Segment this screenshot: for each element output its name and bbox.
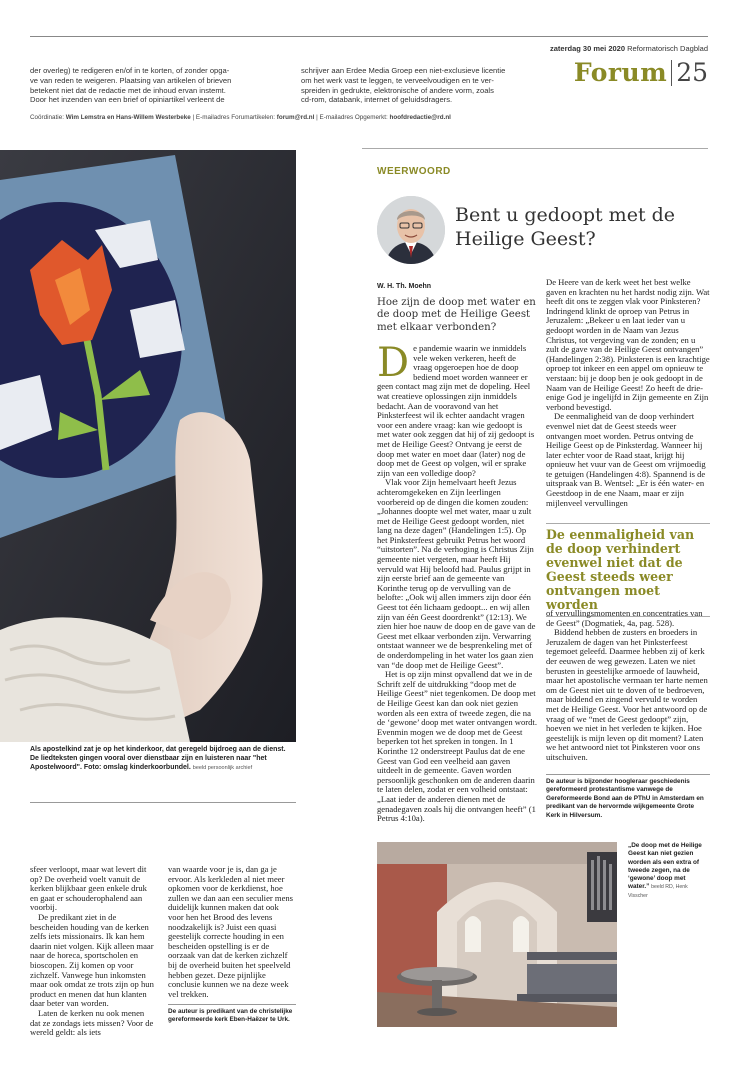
- disclaimer-line: cd-rom, databank, internet of geluidsdragers.: [301, 95, 453, 105]
- email2-label: | E-mailadres Opgemerkt:: [316, 114, 388, 121]
- paragraph: De Heere van de kerk weet het best welke gaven en krachten nu het hardst nodig zijn. Wat heeft dit ons te zeggen vlak voor Pinksteren? Indringend klinkt de oproep van Petrus in Jeruzalem: „Bekeer u en laat ieder van u gedoopt worden in de Naam van Jezus Christus, tot vergeving van de zonden; en u zult de gave van de Heilige Geest ontvangen” (Handelingen 2:38). Pinksteren is een krachtige oproep tot inkeer en een appel om opnieuw te verstaan: bij je doop ben je ook gedoopt in de Naam van de Heilige Geest! Zo heeft de drie-enige God je ingelijfd in Zijn gemeente en Zijn verbond bevestigd.: [546, 277, 710, 412]
- photo1-caption: [30, 745, 295, 774]
- weerwoord-col2: [546, 278, 710, 508]
- weerwoord-signature: De auteur is bijzonder hoogleraar geschiedenis gereformeerd protestantisme vanwege de Gereformeerde Bond aan de PThU in Amsterdam en predikant van de hervormde wijkgemeente Grote Kerk in Hilversum.: [546, 774, 710, 820]
- paragraph: De eenmaligheid van de doop verhindert evenwel niet dat de Geest steeds weer ontvangen moet worden. Petrus ontving de Heilige Geest op de Pinksterdag. Wanneer hij later echter voor de Raad staat, krijgt hij opnieuw het vuur van de Geest om vrijmoedig te getuigen (Handelingen 4:8). Spannend is de uitspraak van B. Wentsel: „Er is één water- en Geestdoop in de ene Naam, maar er zijn mijlenveel vervullingen: [546, 411, 706, 508]
- weerwoord-label: WEERWOORD: [377, 166, 451, 177]
- opgemerkt-email-link[interactable]: hoofdredactie@rd.nl: [389, 114, 451, 121]
- forum-email-link[interactable]: forum@rd.nl: [276, 114, 315, 121]
- paragraph: Laten de kerken nu ook menen dat ze zondags iets missen? Voor de wereld geldt: als iets: [30, 1007, 154, 1038]
- coordination-names: Wim Lemstra en Hans-Willem Westerbeke: [65, 114, 191, 121]
- photo1-credit: beeld persoonlijk archief: [192, 765, 253, 772]
- article-author: W. H. Th. Moehn: [377, 283, 432, 290]
- section-name: Forum: [573, 58, 668, 87]
- disclaimer-col2: [301, 66, 541, 105]
- paragraph: van waarde voor je is, dan ga je ervoor. Als kerkleden al niet meer opkomen voor de kerkdienst, hoe zullen we dan aan een seculier mens duidelijk kunnen maken dat ook voor hen het Brood des levens noodzakelijk is? Juist een quasi geestelijk correcte houding in een bescheiden opstelling is er de oorzaak van dat de kerken zichzelf bij de overheid buiten het speelveld hebben gezet. Deze pijnlijke conclusie kunnen we na deze week vel trekken.: [168, 864, 294, 999]
- disclaimer-line: schrijver aan Erdee Media Groep een niet-exclusieve licentie: [301, 66, 506, 75]
- left-article-col2: [168, 865, 296, 999]
- embroidery-photo: [0, 150, 296, 742]
- disclaimer-line: Door het inzenden van een brief of opiniartikel verleent de: [30, 95, 225, 105]
- paragraph: Vlak voor Zijn hemelvaart heeft Jezus achteromgekeken en Zijn leerlingen voorbereid op de dingen die komen zouden: „Johannes doopte wel met water, maar u zult met de Heilige Geest gedoopt worden, niet lang na deze dagen” (Handelingen 1:5). Op het Pinksterfeest gebruikt Petrus het woord “uitstorten”. Na de verhoging is Christus Zijn gemeente niet vergeten, maar heeft Hij vervuld wat Hij beloofd had. Paulus grijpt in zijn eerste brief aan de gemeente van Korinthe terug op de vervulling van de belofte: „Ook wij allen immers zijn door één Geest tot één lichaam gedoopt... en wij allen zijn van één Geest doordrenkt” (12:13). We zien hier hoe nauw de doop en de gave van de Geest met elkaar verbonden zijn. Verwarring ontstaat wanneer we de besprenkeling met of de onderdompeling in het water los gaan zien van “de doop met de Heilige Geest”.: [377, 477, 536, 670]
- coordination-line: [30, 114, 650, 121]
- paragraph: Het is op zijn minst opvallend dat we in de Schrift zelf de uitdrukking “doop met de Heilige Geest” niet tegenkomen. De doop met de Heilige Geest kan dan ook niet gezien worden als een extra of tweede zegen, die na de ‘gewone’ doop met water ontvangen wordt. Evenmin mogen we de doop met de Geest beperken tot het spreken in tongen. In 1 Korinthe 12 onderstreept Paulus dat de ene Geest van God een veelheid aan gaven uitdeelt in de gemeente. Gaven worden persoonlijk geschonken om de anderen daarin te laten delen, zodat er een volheid ontstaat: „Laat ieder de anderen dienen met de genadegaven zoals hij die ontvangen heeft” (1 Petrus 4:10a).: [377, 669, 537, 824]
- weerwoord-col2-continued: [546, 609, 710, 763]
- dateline: [540, 44, 708, 53]
- drop-cap: D: [377, 340, 410, 386]
- coordination-label: Coördinatie:: [30, 114, 64, 121]
- left-article-col1: [30, 865, 156, 1038]
- paragraph: sfeer verloopt, maar wat levert dit op? De overheid voelt vanuit de kerken blijkbaar geen enkele druk en gaat er schouderophalend aan voorbij.: [30, 864, 147, 913]
- disclaimer-line: betekent niet dat de redactie met de inhoud ervan instemt.: [30, 85, 226, 95]
- portrait-illustration: [377, 196, 445, 264]
- disclaimer-line: spreiden in gedrukte, elektronische of andere vorm, zoals: [301, 85, 494, 95]
- paragraph: De predikant ziet in de bescheiden houding van de kerken zelfs iets missionairs. Ik kan hem daarin niet volgen. Kijk alleen maar naar de horeca, sportscholen en bioscopen. Zij komen op voor zichzelf. Vanwege hun inkomsten maar ook omdat ze trots zijn op hun product en menen dat hun klanten daar beter van worden.: [30, 911, 154, 1009]
- issue-date: zaterdag 30 mei 2020: [549, 44, 626, 53]
- article-headline: Bent u gedoopt met de Heilige Geest?: [455, 204, 676, 250]
- photo2-credit: beeld RD, Henk Visscher: [628, 884, 688, 899]
- paper-name: Reformatorisch Dagblad: [627, 44, 708, 53]
- paragraph-text: e pandemie waarin we inmiddels vele weken verkeren, heeft de vraag opgeroepen hoe de doop bediend moet worden wanneer er geen contact mag zijn met de dopeling. Heel wat creatieve oplossingen zijn inmiddels bedacht. Aan de vooravond van het Pinksterfeest wil ik echter aandacht vragen voor een andere vraag: kan wie gedoopt is met water ook zeggen dat hij of zij gedoopt is met de Heilige Geest? Ontvang je eerst de doop met water en moet daar (later) nog de doop met de Geest op volgen, wil er sprake zijn van een volledige doop?: [377, 343, 535, 478]
- section-header: [568, 58, 708, 87]
- paragraph: Biddend hebben de zusters en broeders in Jeruzalem de dagen van het Pinksterfeest tegemoet geleefd. Daarmee hebben zij of kerk der eeuwen de weg gewezen. Laten we niet berusten in geestelijke armoede of lauwheid, maar het apostolische vermaan ter harte nemen om de Geest niet uit te doven of te bedroeven, maar biddend en zingend vervuld te worden met de Heilige Geest. Voor het antwoord op de vraag of we “met de Geest gedoopt” zijn, hoeven we niet in het verleden te kijken. Hoe geestelijk is mijn leven op dit moment? Laten we het antwoord niet tot Pinksteren voor ons uitschuiven.: [546, 627, 708, 762]
- left-article-signature: De auteur is predikant van de christelijke gereformeerde kerk Eben-Haëzer te Urk.: [168, 1004, 296, 1025]
- disclaimer-col1: [30, 66, 270, 105]
- caption-rule: [30, 802, 296, 803]
- photo2-caption: [628, 842, 708, 900]
- top-rule: [30, 36, 708, 37]
- email1-label: | E-mailadres Forumartikelen:: [192, 114, 276, 121]
- paragraph: [377, 340, 537, 478]
- embroidery-illustration: [0, 150, 296, 742]
- paragraph: of vervullingsmomenten en concentraties van de Geest” (Dogmatiek, 4a, pag. 528).: [546, 608, 703, 628]
- author-portrait: [377, 196, 445, 264]
- disclaimer-line: der overleg) te redigeren en/of in te korten, of zonder opga-: [30, 66, 230, 75]
- disclaimer-line: ve van reden te weigeren. Plaatsing van artikelen of brieven: [30, 75, 232, 85]
- church-illustration: [377, 842, 617, 1027]
- disclaimer-line: om het werk vast te leggen, te verveelvoudigen en te ver-: [301, 75, 494, 85]
- church-photo: [377, 842, 617, 1027]
- photo2-caption-text: „De doop met de Heilige Geest kan niet gezien worden als een extra of tweede zegen, na de ‘gewone’ doop met water.”: [628, 842, 702, 891]
- section-divider: [671, 60, 672, 86]
- page-number: 25: [676, 58, 708, 87]
- article-lead: Hoe zijn de doop met water en de doop met de Heilige Geest met elkaar verbonden?: [377, 297, 536, 333]
- photo1-caption-text: Als apostelkind zat je op het kinderkoor, dat geregeld bijdroeg aan de dienst. De liedteksten gingen vooral over dienstbaar zijn en luisteren naar "het Apostelwoord". Foto: omslag kinderkoorbundel.: [30, 746, 286, 772]
- weerwoord-col1: [377, 340, 537, 824]
- pull-quote: De eenmaligheid van de doop verhindert evenwel niet dat de Geest steeds weer ontvangen moet worden: [546, 523, 710, 617]
